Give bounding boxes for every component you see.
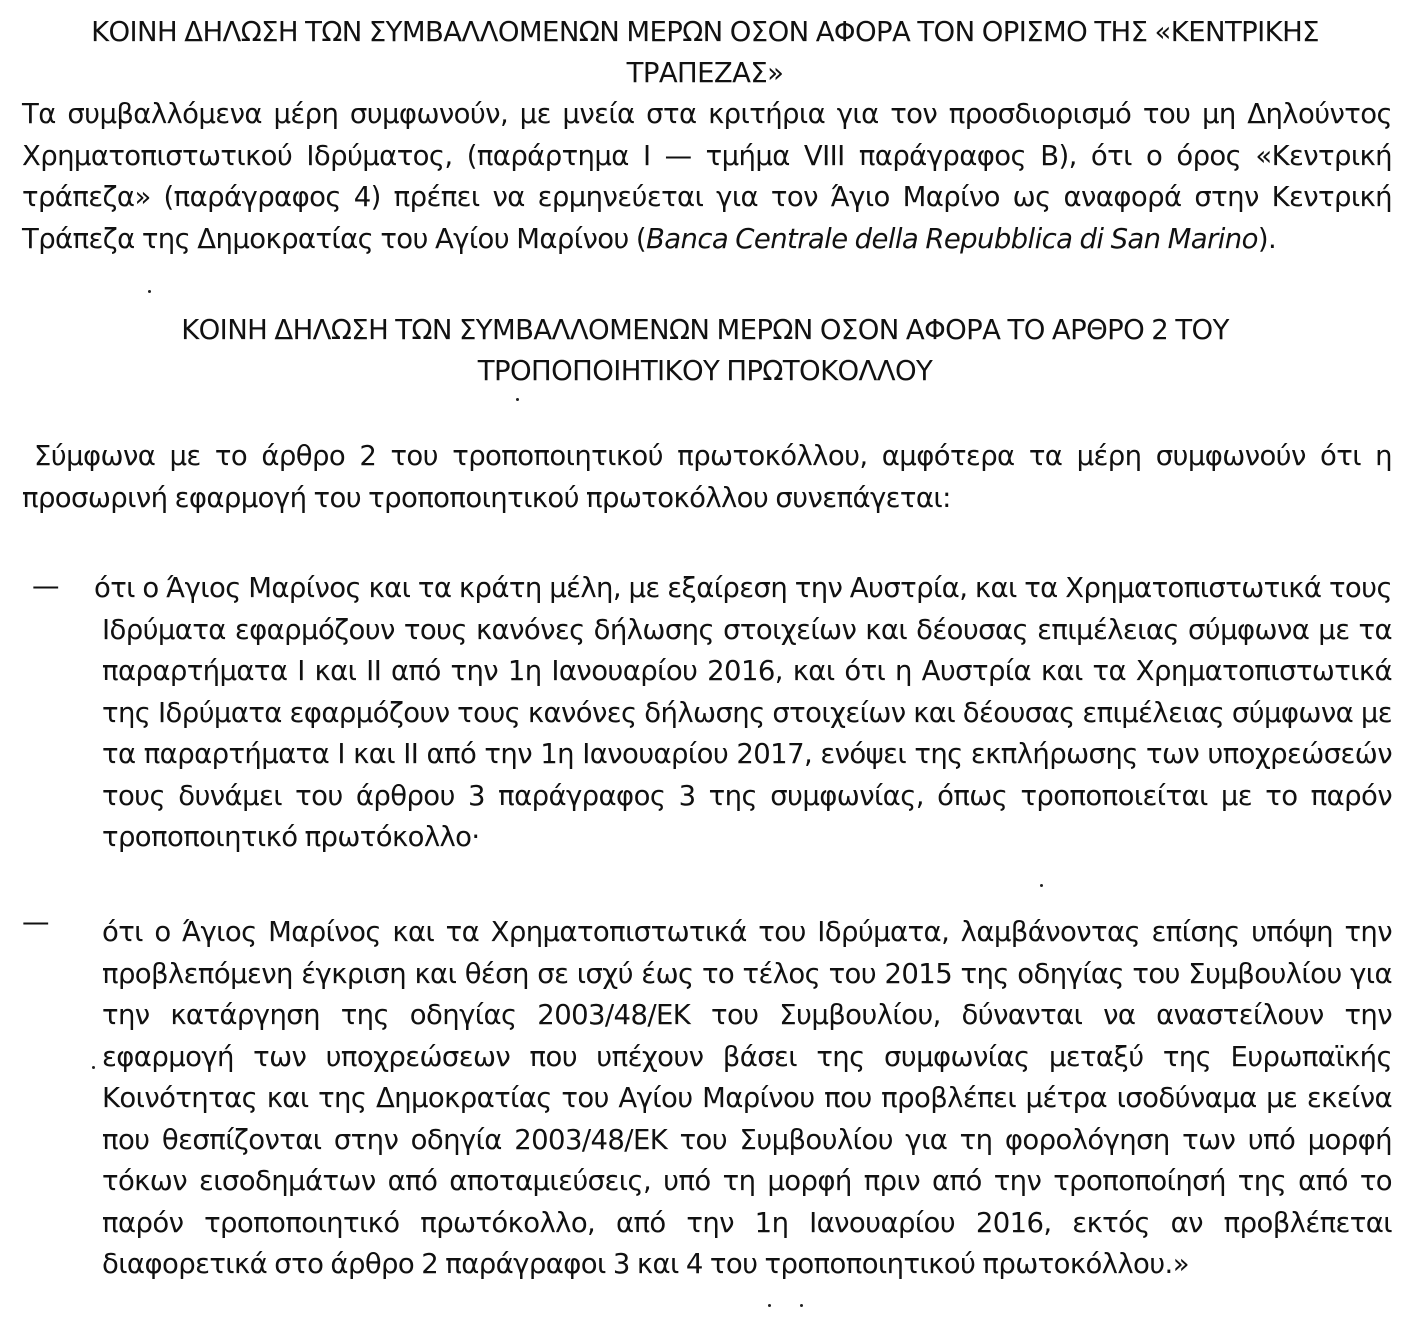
paragraph-central-bank-italic: Banca Centrale della Repubblica di San Marino — [646, 222, 1258, 255]
heading-central-bank — [0, 12, 1410, 94]
scan-speck — [800, 1304, 803, 1307]
heading-central-bank-line2: ΤΡΑΠΕΖΑΣ» — [626, 57, 784, 89]
scan-speck — [516, 398, 519, 401]
list-dash-1: — — [32, 570, 59, 602]
paragraph-central-bank-text: Τα συμβαλλόμενα μέρη συμφωνούν, με μνεία στα κριτήρια για τον προσδιορισμό του μη Δηλούντος Χρηματοπιστωτικού Ιδρύματος, (παράρτημα Ι — τμήμα VIII παράγραφος Β), ότι ο όρος «Κεντρική τράπεζα» (παράγραφος 4) πρέπει να ερμηνεύεται για τον Άγιο Μαρίνο ως αναφορά στην Κεντρική Τράπεζα της Δημοκρατίας του Αγίου Μαρίνου ( — [22, 98, 1392, 255]
paragraph-central-bank — [22, 94, 1392, 260]
paragraph-article-2-intro: Σύμφωνα με το άρθρο 2 του τροποποιητικού πρωτοκόλλου, αμφότερα τα μέρη συμφωνούν ότι η προσωρινή εφαρμογή του τροποποιητικού πρωτοκόλλου συνεπάγεται: — [22, 440, 1392, 514]
list-dash-2: — — [22, 906, 49, 938]
paragraph-central-bank-end: ). — [1257, 222, 1277, 255]
scan-speck — [148, 290, 151, 293]
heading-central-bank-line1: ΚΟΙΝΗ ΔΗΛΩΣΗ ΤΩΝ ΣΥΜΒΑΛΛΟΜΕΝΩΝ ΜΕΡΩΝ ΟΣΟΝ ΑΦΟΡΑ ΤΟΝ ΟΡΙΣΜΟ ΤΗΣ «ΚΕΝΤΡΙΚΗΣ — [91, 16, 1319, 48]
scan-speck — [768, 1304, 771, 1307]
list-item-2: ότι ο Άγιος Μαρίνος και τα Χρηματοπιστωτικά του Ιδρύματα, λαμβάνοντας επίσης υπόψη την προβλεπόμενη έγκριση και θέση σε ισχύ έως το τέλος του 2015 της οδηγίας του Συμβουλίου για την κατάργηση της οδηγίας 2003/48/ΕΚ του Συμβουλίου, δύνανται να αναστείλουν την εφαρμογή των υποχρεώσεων που υπέχουν βάσει της συμφωνίας μεταξύ της Ευρωπαϊκής Κοινότητας και της Δημοκρατίας του Αγίου Μαρίνου που προβλέπει μέτρα ισοδύναμα με εκείνα που θεσπίζονται στην οδηγία 2003/48/ΕΚ του Συμβουλίου για τη φορολόγηση των υπό μορφή τόκων εισοδημάτων από αποταμιεύσεις, υπό τη μορφή πριν από την τροποποίησή της από το παρόν τροποποιητικό πρωτόκολλο, από την 1η Ιανουαρίου 2016, εκτός αν προβλέπεται διαφορετικά στο άρθρο 2 παράγραφοι 3 και 4 του τροποποιητικού πρωτοκόλλου.» — [102, 916, 1392, 1280]
heading-article-2 — [0, 310, 1410, 392]
heading-article-2-line2: ΤΡΟΠΟΠΟΙΗΤΙΚΟΥ ΠΡΩΤΟΚΟΛΛΟΥ — [477, 355, 933, 387]
scan-speck — [1040, 884, 1043, 887]
heading-article-2-line1: ΚΟΙΝΗ ΔΗΛΩΣΗ ΤΩΝ ΣΥΜΒΑΛΛΟΜΕΝΩΝ ΜΕΡΩΝ ΟΣΟΝ ΑΦΟΡΑ ΤΟ ΑΡΘΡΟ 2 ΤΟΥ — [181, 314, 1229, 346]
scan-speck — [92, 1066, 95, 1069]
list-item-1: ότι ο Άγιος Μαρίνος και τα κράτη μέλη, με εξαίρεση την Αυστρία, και τα Χρηματοπιστωτικά τους Ιδρύματα εφαρμόζουν τους κανόνες δήλωσης στοιχείων και δέουσας επιμέλειας σύμφωνα με τα παραρτήματα Ι και ΙΙ από την 1η Ιανουαρίου 2016, και ότι η Αυστρία και τα Χρηματοπιστωτικά της Ιδρύματα εφαρμόζουν τους κανόνες δήλωσης στοιχείων και δέουσας επιμέλειας σύμφωνα με τα παραρτήματα Ι και ΙΙ από την 1η Ιανουαρίου 2017, ενόψει της εκπλήρωσης των υποχρεώσεών τους δυνάμει του άρθρου 3 παράγραφος 3 της συμφωνίας, όπως τροποποιείται με το παρόν τροποποιητικό πρωτόκολλο· — [94, 572, 1392, 853]
